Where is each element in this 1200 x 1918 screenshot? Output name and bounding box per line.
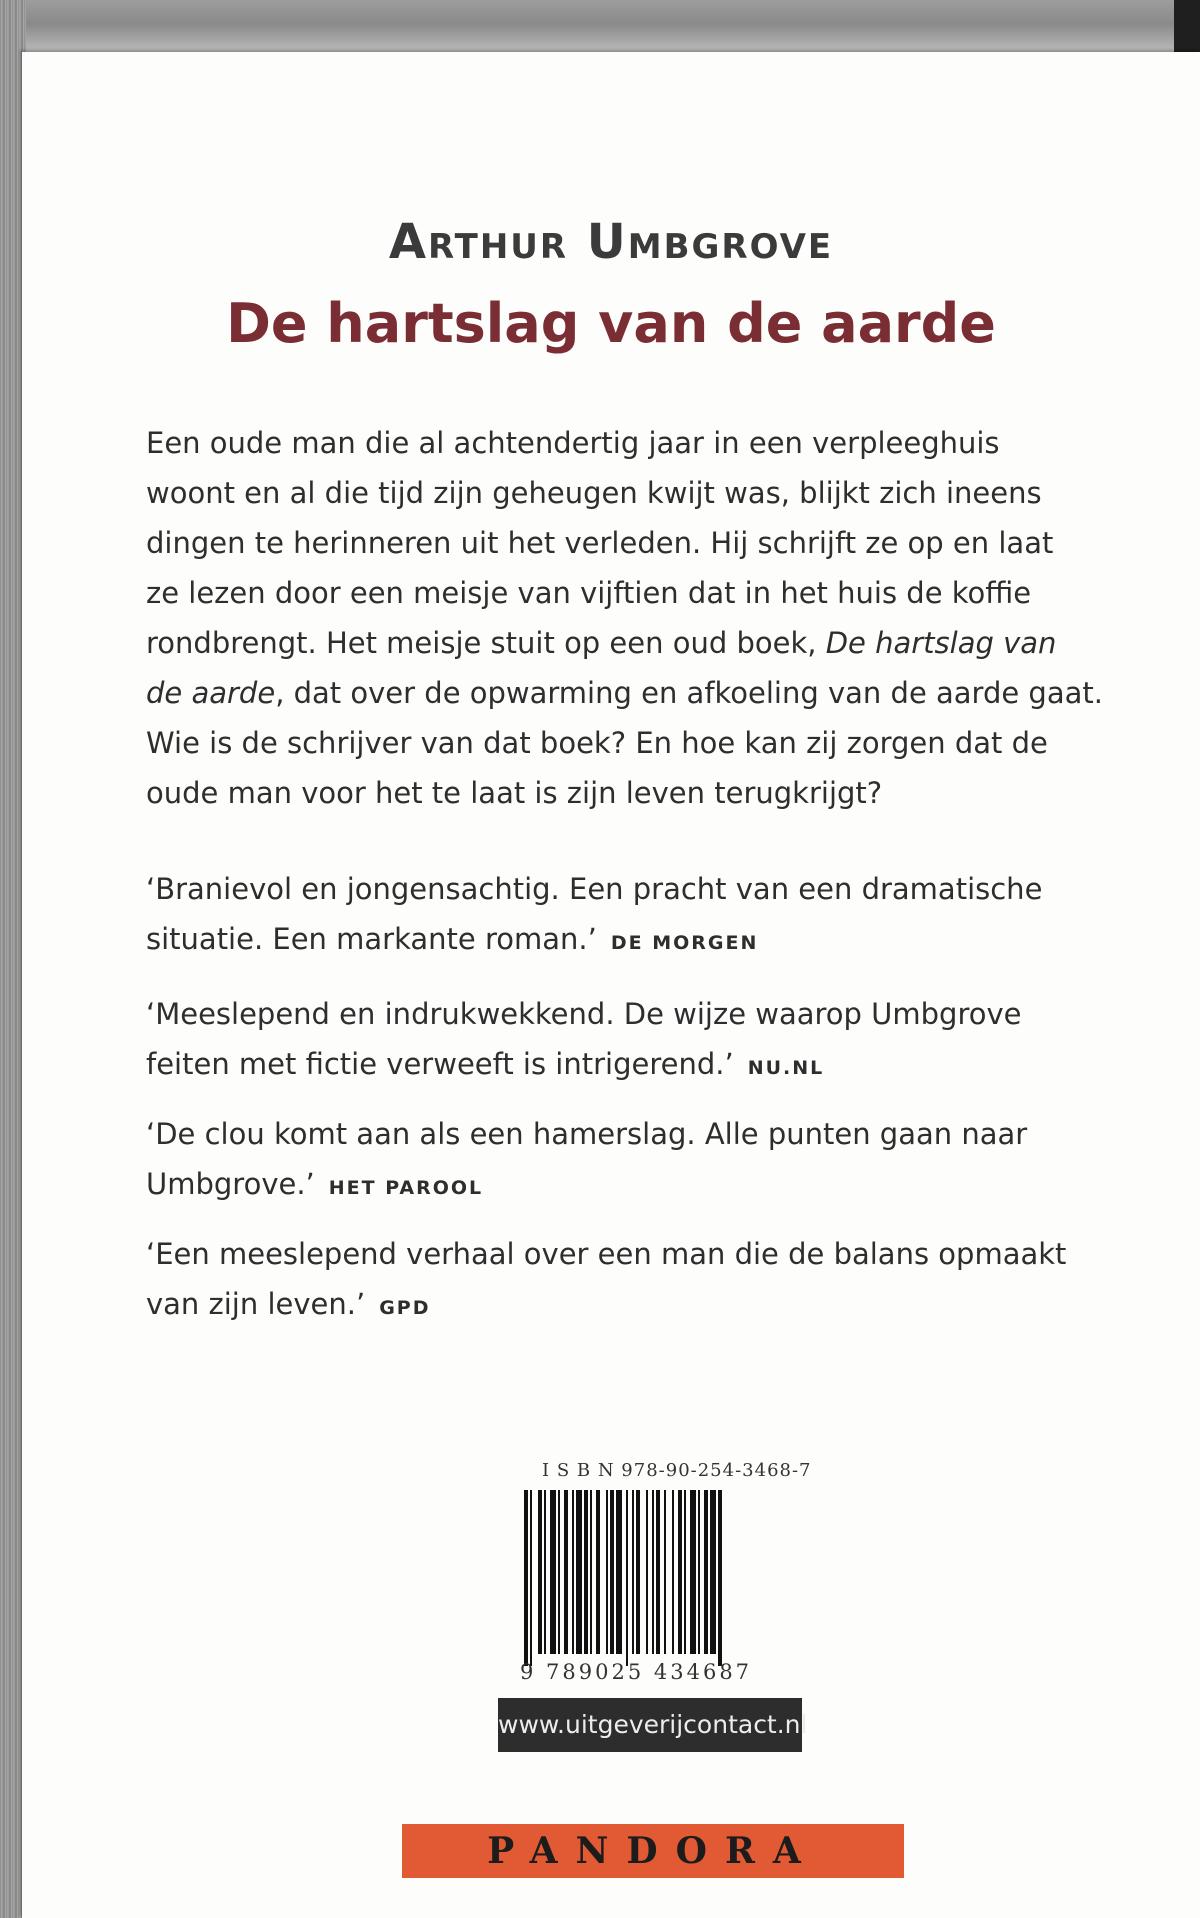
quote-line (146, 1039, 1106, 1093)
barcode-bar (610, 1490, 614, 1654)
barcode-bar (656, 1490, 660, 1654)
blurb-line (146, 668, 1106, 718)
barcode-bar (632, 1490, 634, 1654)
quote-source: GPD (379, 1297, 431, 1319)
quote-line (146, 1159, 1106, 1213)
barcode-bar (584, 1490, 588, 1654)
barcode-bar (606, 1490, 608, 1654)
barcode-bar (664, 1490, 666, 1654)
quote-line: ‘Een meeslepend verhaal over een man die de balans opmaakt (146, 1237, 1067, 1271)
blurb-line: Wie is de schrijver van dat boek? En hoe kan zij zorgen dat de (146, 726, 1048, 760)
blurb-line: woont en al die tijd zijn geheugen kwijt was, blijkt zich ineens (146, 476, 1042, 510)
blurb-line: ze lezen door een meisje van vijftien dat in het huis de koffie (146, 576, 1032, 610)
quote-line: ‘Branievol en jongensachtig. Een pracht van een dramatische (146, 872, 1043, 906)
barcode-bar (550, 1490, 556, 1654)
author-name: Arthur Umbgrove (388, 214, 834, 270)
barcode-bar (558, 1490, 560, 1654)
blurb-text (146, 418, 1106, 818)
barcode-bar (626, 1490, 628, 1666)
book-title: De hartslag van de aarde (226, 292, 996, 355)
barcode-bar (572, 1490, 574, 1654)
blurb-line: dingen te herinneren uit het verleden. Hij schrijft ze op en laat (146, 526, 1054, 560)
barcode-bar (684, 1490, 686, 1654)
barcode-bar (590, 1490, 592, 1654)
barcode-bar (672, 1490, 674, 1654)
barcode-bar (538, 1490, 542, 1654)
barcode-bar (530, 1490, 532, 1666)
review-quote (146, 1229, 1106, 1333)
review-quote (146, 1109, 1106, 1213)
quote-line (146, 1279, 1106, 1333)
blurb-line (146, 618, 1106, 668)
review-quote (146, 864, 1106, 968)
quote-text: situatie. Een markante roman.’ (146, 922, 597, 956)
blurb-italic-title: De hartslag van (825, 626, 1057, 660)
blurb-text-span: , dat over de opwarming en afkoeling van de aarde gaat. (275, 676, 1103, 710)
barcode-bar (704, 1490, 708, 1654)
barcode-bar (564, 1490, 568, 1654)
quote-line: ‘Meeslepend en indrukwekkend. De wijze waarop Umbgrove (146, 997, 1022, 1031)
quote-source: DE MORGEN (610, 932, 759, 954)
barcode-bar (718, 1490, 722, 1666)
barcode-bar (576, 1490, 582, 1654)
review-quote (146, 989, 1106, 1093)
blurb-text-span: rondbrengt. Het meisje stuit op een oud boek, (146, 626, 826, 660)
quote-text: Umbgrove.’ (146, 1167, 315, 1201)
barcode-bar (636, 1490, 640, 1654)
blurb-line: Een oude man die al achtendertig jaar in een verpleeghuis (146, 426, 1000, 460)
quote-text: feiten met fictie verweeft is intrigerend.’ (146, 1047, 734, 1081)
back-cover (22, 52, 1200, 1918)
page-stack-top-edge (0, 0, 1180, 60)
barcode-bar (596, 1490, 600, 1654)
barcode-bar (710, 1490, 716, 1654)
publisher-logo: PANDORA (402, 1824, 904, 1878)
barcode (520, 1490, 770, 1666)
quote-source: HET PAROOL (328, 1177, 484, 1199)
quote-line (146, 914, 1106, 968)
barcode-bar (524, 1490, 528, 1666)
barcode-bar (544, 1490, 546, 1654)
barcode-bar (698, 1490, 700, 1654)
quote-source: NU.NL (747, 1057, 825, 1079)
isbn-label: I S B N 978-90-254-3468-7 (542, 1460, 812, 1481)
barcode-bar (616, 1490, 622, 1654)
barcode-bar (690, 1490, 696, 1654)
blurb-italic-title: de aarde (146, 676, 276, 710)
barcode-bar (646, 1490, 648, 1654)
publisher-website: www.uitgeverijcontact.nl (498, 1698, 802, 1752)
blurb-line: oude man voor het te laat is zijn leven terugkrijgt? (146, 776, 883, 810)
quote-text: van zijn leven.’ (146, 1287, 366, 1321)
barcode-bar (678, 1490, 682, 1654)
barcode-bar (652, 1490, 654, 1654)
barcode-digits: 9 789025 434687 (520, 1660, 753, 1684)
quote-line: ‘De clou komt aan als een hamerslag. Alle punten gaan naar (146, 1117, 1028, 1151)
